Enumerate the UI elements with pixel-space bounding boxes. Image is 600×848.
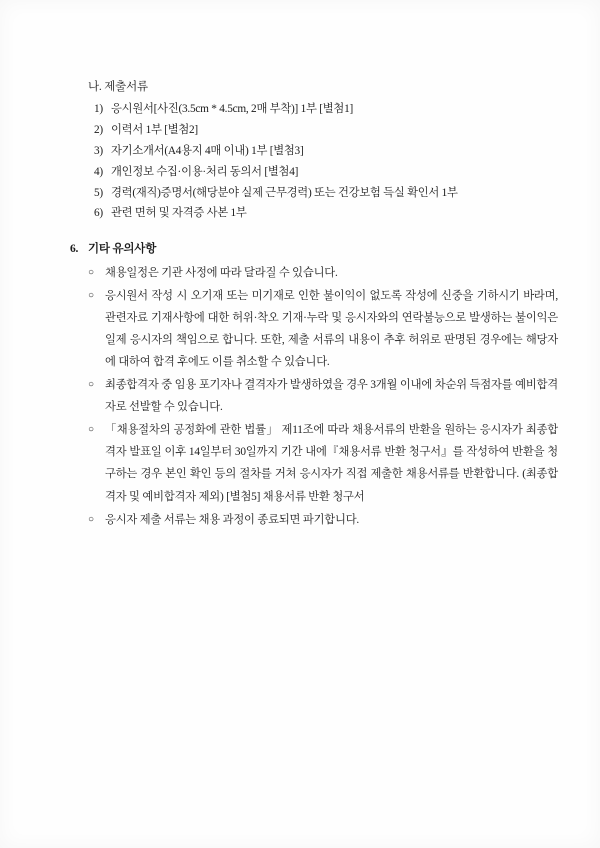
list-item [94, 203, 558, 224]
list-text: 응시원서 작성 시 오기재 또는 미기재로 인한 불이익이 없도록 작성에 신중을 기하시기 바라며, 관련자료 기재사항에 대한 허위·착오 기재·누락 및 응시자와의 연락불능으로 발생하는 불이익은 일제 응시자의 책임으로 합니다. 또한, 제출 서류의 내용이 추후 허위로 판명된 경우에는 해당자에 대하여 합격 후에도 이를 취소할 수 있습니다. [105, 290, 558, 369]
list-text: 「채용절차의 공정화에 관한 법률」 제11조에 따라 채용서류의 반환을 원하는 응시자가 최종합격자 발표일 이후 14일부터 30일까지 기간 내에『채용서류 반환 청구서』를 작성하여 반환을 청구하는 경우 본인 확인 등의 절차를 거쳐 응시자가 직접 제출한 채용서류를 반환합니다. (최종합격자 및 예비합격자 제외) [별첨5] 채용서류 반환 청구서 [105, 424, 558, 503]
submission-list [42, 99, 558, 224]
circle-bullet-icon: ○ [88, 379, 94, 391]
list-item [94, 183, 558, 204]
list-text: 응시자 제출 서류는 채용 과정이 종료되면 파기합니다. [105, 513, 360, 526]
list-text: 경력(재직)증명서(해당분야 실제 근무경력) 또는 건강보험 득실 확인서 1부 [111, 186, 458, 199]
submission-heading: 나. 제출서류 [88, 81, 148, 93]
circle-bullet-icon: ○ [88, 267, 94, 279]
notice-number: 6. [70, 243, 79, 256]
list-marker: 4) [94, 165, 103, 178]
circle-bullet-icon: ○ [88, 290, 94, 302]
list-text: 채용일정은 기관 사정에 따라 달라질 수 있습니다. [105, 267, 338, 280]
list-marker: 2) [94, 123, 103, 136]
list-text: 관련 면허 및 자격증 사본 1부 [111, 207, 247, 220]
list-item [88, 262, 558, 284]
list-marker: 5) [94, 186, 103, 199]
notice-block [42, 240, 558, 530]
list-text: 개인정보 수집·이용·처리 동의서 [별첨4] [111, 165, 299, 178]
notice-heading [42, 240, 558, 256]
circle-bullet-icon: ○ [88, 424, 94, 436]
list-marker: 3) [94, 144, 103, 157]
notice-heading-text: 기타 유의사항 [88, 243, 157, 256]
list-marker: 6) [94, 207, 103, 220]
list-item [94, 120, 558, 141]
list-text: 이력서 1부 [별첨2] [111, 123, 198, 136]
notice-list [42, 262, 558, 530]
list-text: 최종합격자 중 임용 포기자나 결격자가 발생하였을 경우 3개월 이내에 차순위 득점자를 예비합격자로 선발할 수 있습니다. [105, 379, 558, 414]
list-item [88, 374, 558, 418]
submission-documents-block [42, 78, 558, 224]
circle-bullet-icon: ○ [88, 513, 94, 525]
list-item [88, 509, 558, 531]
list-item [88, 419, 558, 507]
list-marker: 1) [94, 103, 103, 115]
list-item [94, 162, 558, 183]
list-item [94, 141, 558, 162]
section-spacer [42, 224, 558, 240]
list-text: 자기소개서(A4용지 4매 이내) 1부 [별첨3] [111, 144, 304, 157]
list-item [88, 285, 558, 373]
list-text: 응시원서[사진(3.5cm * 4.5cm, 2매 부착)] 1부 [별첨1] [111, 103, 353, 115]
list-item [94, 99, 558, 120]
